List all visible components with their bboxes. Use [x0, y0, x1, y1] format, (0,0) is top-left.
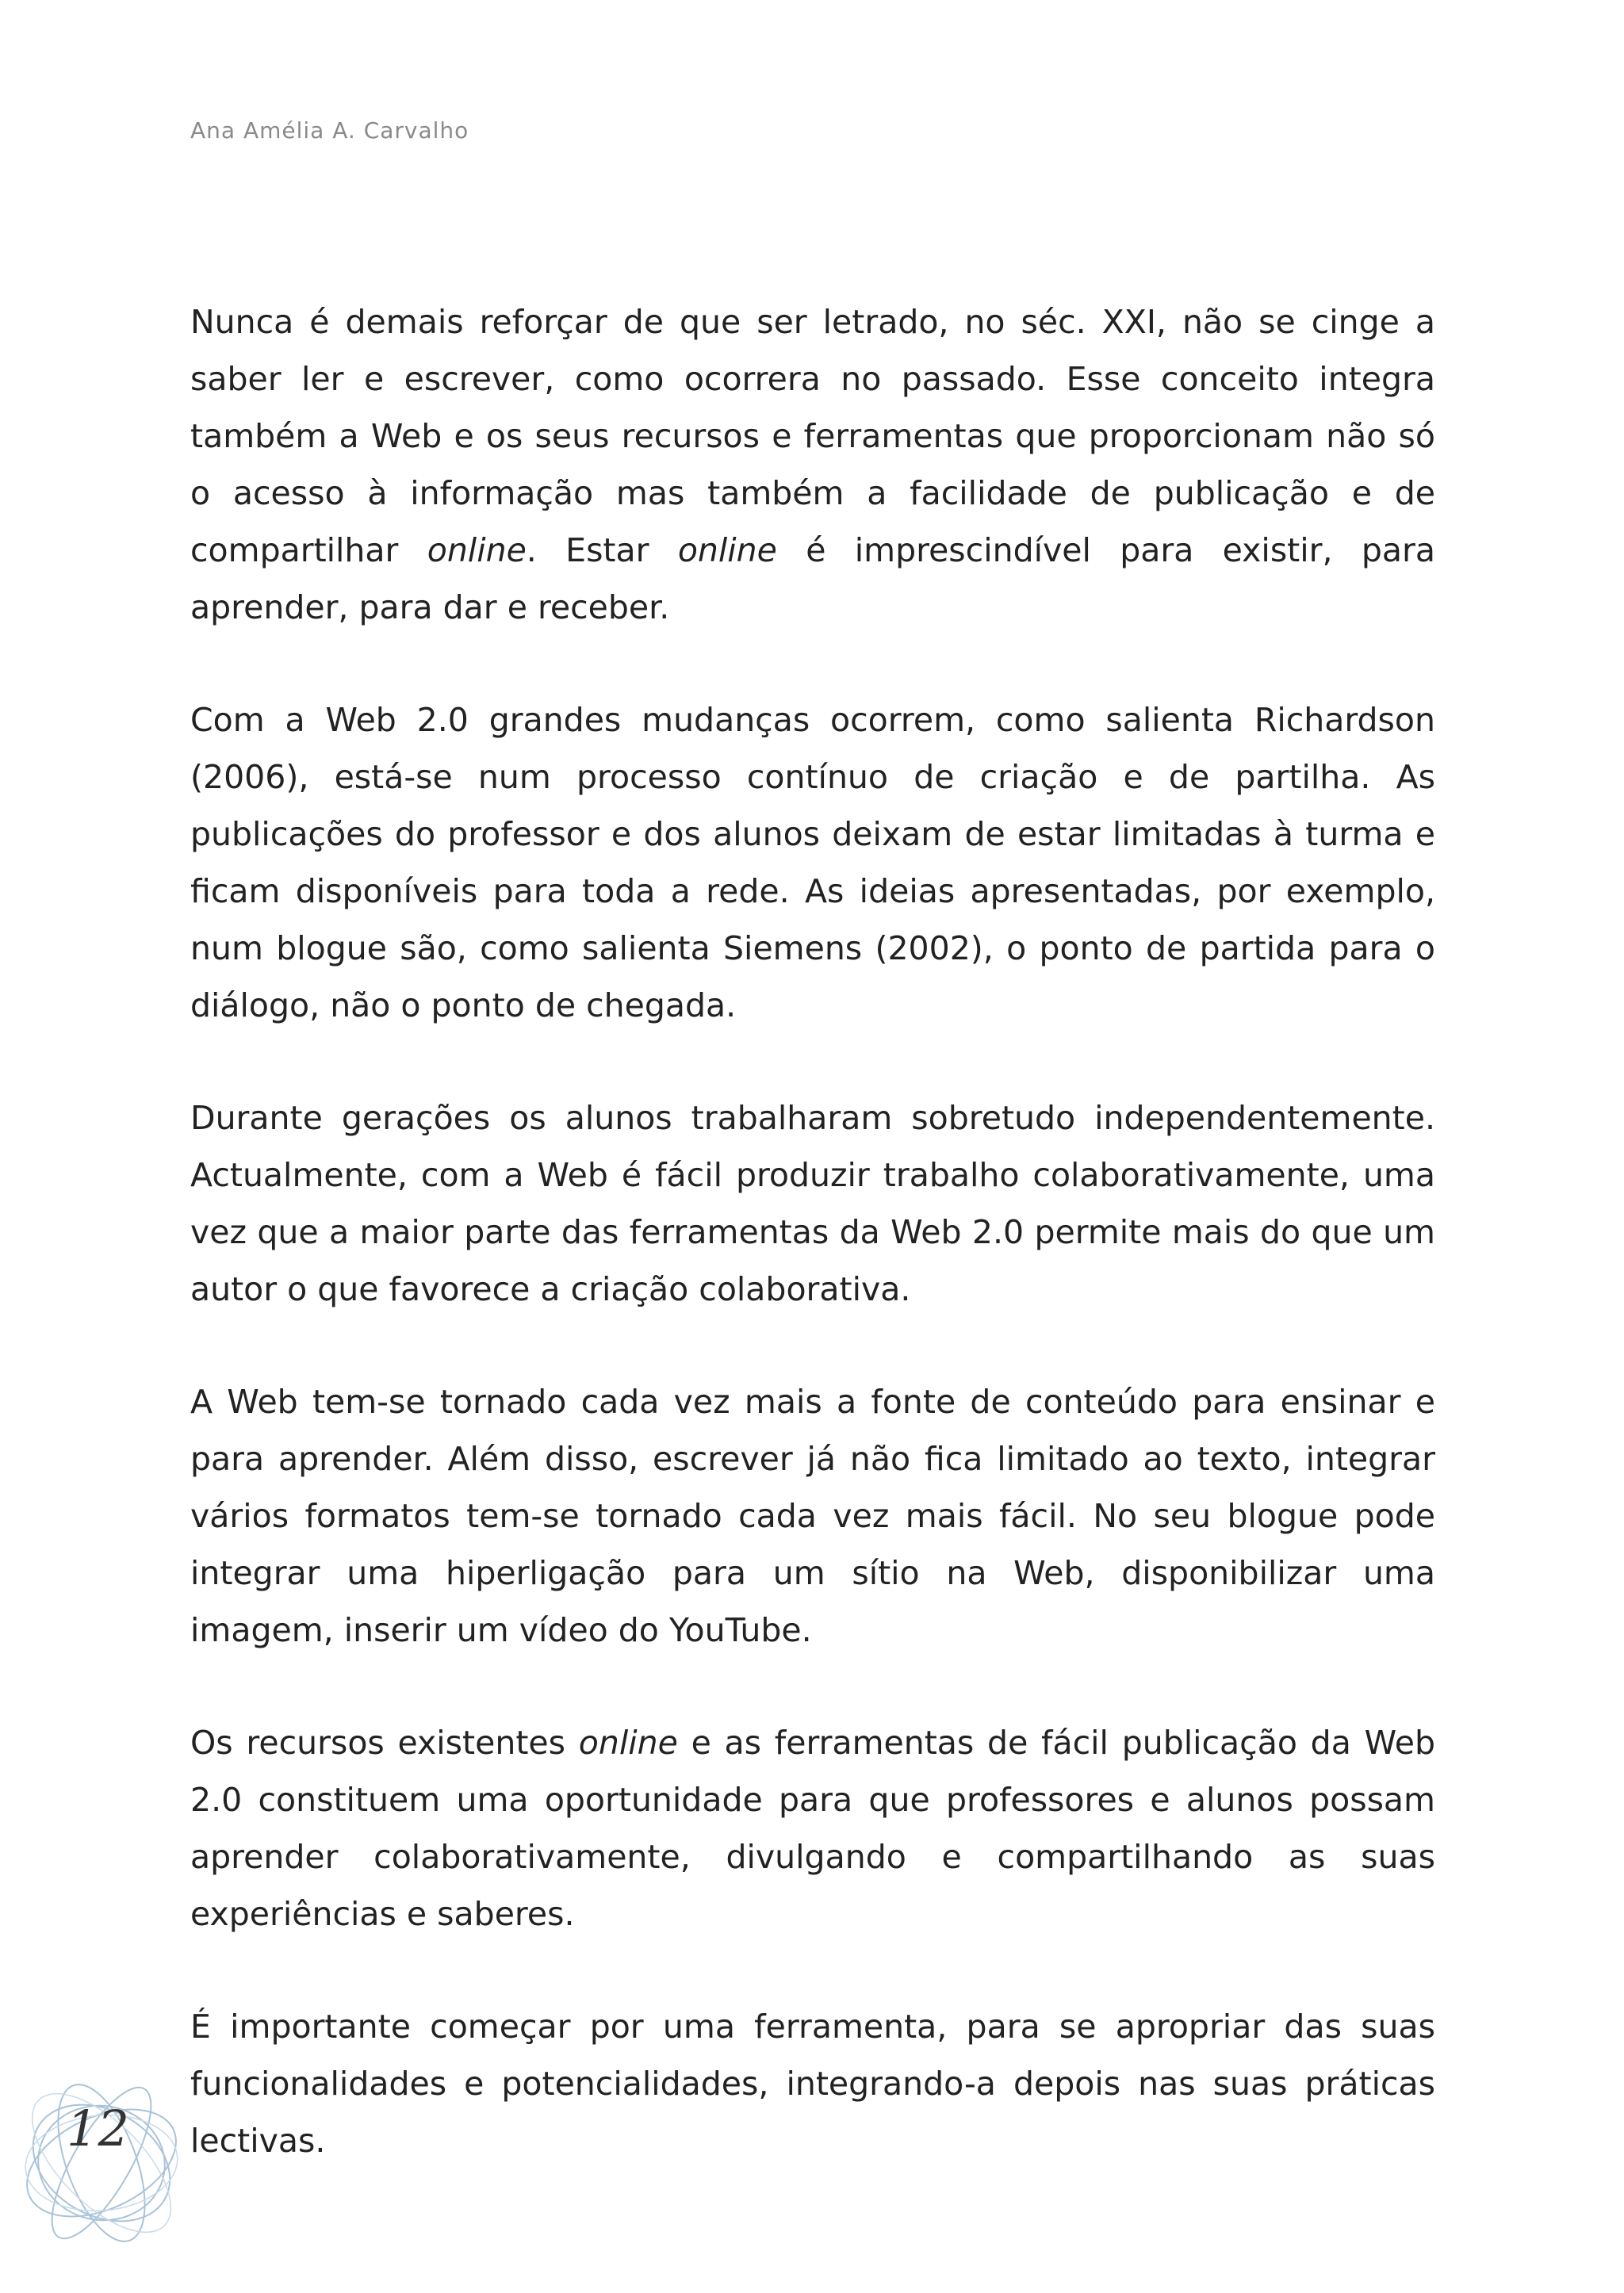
body-paragraph	[190, 1714, 1435, 1943]
paragraph-text: Nunca é demais reforçar de que ser letrado, no séc. XXI, não se cinge a saber ler e escrever, como ocorrera no passado. Esse conceito integra também a Web e os seus recursos e ferramentas que proporcionam não só o acesso à informação mas também a facilidade de publicação e de compartilhar	[190, 303, 1435, 569]
running-header-author: Ana Amélia A. Carvalho	[190, 117, 469, 144]
paragraph-text: A Web tem-se tornado cada vez mais a fonte de conteúdo para ensinar e para aprender. Além disso, escrever já não fica limitado ao texto, integrar vários formatos tem-se tornado cada vez mais fácil. No seu blogue pode integrar uma hiperligação para um sítio na Web, disponibilizar uma imagem, inserir um vídeo do YouTube.	[190, 1383, 1435, 1649]
paragraph-text: Com a Web 2.0 grandes mudanças ocorrem, como salienta Richardson (2006), está-se num processo contínuo de criação e de partilha. As publicações do professor e dos alunos deixam de estar limitadas à turma e ficam disponíveis para toda a rede. As ideias apresentadas, por exemplo, num blogue são, como salienta Siemens (2002), o ponto de partida para o diálogo, não o ponto de chegada.	[190, 701, 1435, 1024]
paragraph-text: . Estar	[526, 531, 678, 569]
body-paragraph	[190, 1089, 1435, 1318]
paragraph-text: Os recursos existentes	[190, 1724, 579, 1762]
italic-term: online	[677, 531, 777, 569]
paragraph-text: e as ferramentas de fácil publicação da Web 2.0 constituem uma oportunidade para que professores e alunos possam aprender colaborativamente, divulgando e compartilhando as suas experiências e saberes.	[190, 1724, 1435, 1933]
body-paragraph	[190, 1998, 1435, 2169]
body-text	[190, 293, 1435, 2225]
body-paragraph	[190, 691, 1435, 1034]
italic-term: online	[427, 531, 527, 569]
paragraph-text: Durante gerações os alunos trabalharam sobretudo independentemente. Actualmente, com a Web é fácil produzir trabalho colaborativamente, uma vez que a maior parte das ferramentas da Web 2.0 permite mais do que um autor o que favorece a criação colaborativa.	[190, 1099, 1435, 1308]
page-number: 12	[67, 2100, 129, 2157]
body-paragraph	[190, 293, 1435, 636]
italic-term: online	[578, 1724, 678, 1762]
paragraph-text: É importante começar por uma ferramenta, para se apropriar das suas funcionalidades e potencialidades, integrando-a depois nas suas práticas lectivas.	[190, 2008, 1435, 2160]
body-paragraph	[190, 1373, 1435, 1659]
paragraph-text: é imprescindível para existir, para aprender, para dar e receber.	[190, 531, 1435, 626]
